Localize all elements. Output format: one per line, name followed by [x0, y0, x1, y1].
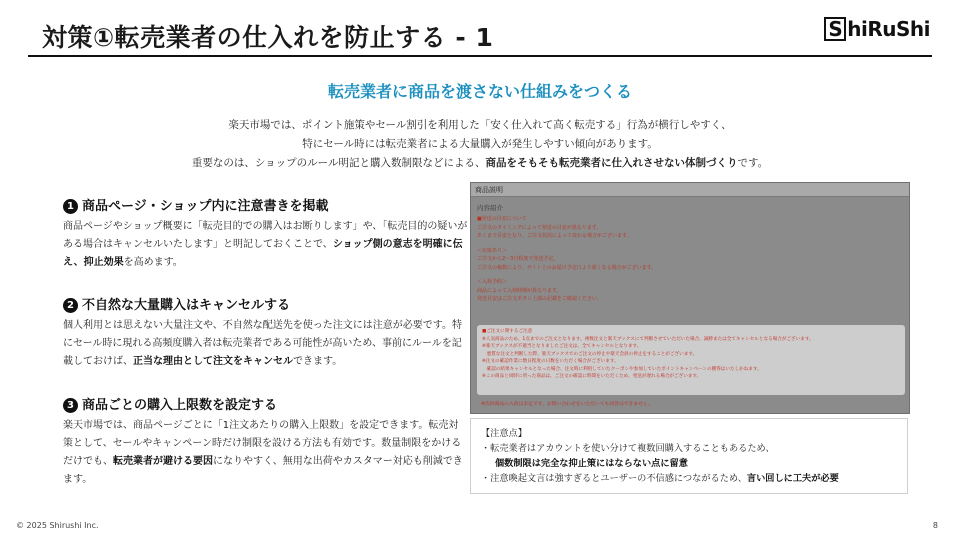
section-1-text-end: を高めます。	[123, 257, 183, 268]
section-1-text: 商品ページやショップ概要に「転売目的での購入はお断りします」や、「転売目的の疑いがある場合はキャンセルいたします」と明記しておくことで、	[63, 221, 468, 250]
caution-line-2	[481, 471, 897, 486]
screenshot-footer-note: ※次回商品の入荷は未定です。お問い合わせをいただいても回答はできません。	[481, 402, 653, 407]
product-description-screenshot	[470, 182, 910, 414]
screenshot-line: ご注文の複数により、サイト上のお届け予定日より遅くなる場合がございます。	[477, 264, 657, 271]
section-3-heading	[63, 394, 468, 413]
section-1-number: 1	[63, 199, 78, 214]
caution-line-1-emphasis	[481, 456, 897, 471]
screenshot-block-3	[477, 278, 903, 304]
title-divider	[28, 55, 932, 57]
caution-line-2-text: ・注意喚起文言は強すぎるとユーザーの不信感につながるため、	[481, 473, 747, 484]
intro-line-1: 楽天市場では、ポイント施策やセール割引を利用した「安く仕入れて高く転売する」行為が横行しやすく、	[228, 119, 732, 131]
section-2-number: 2	[63, 298, 78, 313]
screenshot-line: 商品によって入荷時期が異なります。	[477, 287, 562, 294]
section-2-heading	[63, 294, 468, 313]
notice-line: 悪質な注文と判断した際、楽天ブックスでのご注文の停止や楽天会員の停止をすることがございます。	[482, 351, 698, 357]
section-1-body	[63, 218, 468, 272]
section-3-emphasis: 転売業者が避ける要因	[113, 456, 213, 467]
section-1-heading	[63, 195, 468, 214]
section-3-text: 楽天市場では、商品ページごとに「1注文あたりの購入上限数」を設定できます。転売対策として、セールやキャンペーン時だけ制限を設ける方法も有効です。数量制限をかけるだけでも、	[63, 420, 462, 467]
section-3	[63, 394, 468, 489]
page-number: 8	[932, 521, 938, 530]
caution-emphasis-1: 個数制限は完全な抑止策にはならない点に留意	[495, 458, 688, 469]
caution-title: 【注意点】	[481, 428, 527, 439]
section-2-text: 個人利用とは思えない大量注文や、不自然な配送先を使った注文には注意が必要です。特にセール時に現れる高頻度購入者は転売業者である可能性が高いため、事前にルールを記載しておけば、	[63, 320, 462, 367]
section-2	[63, 294, 468, 371]
screenshot-line: ＜入荷予約＞	[477, 279, 508, 285]
screenshot-line: あくまで目安となり、ご注文状況によって変わる場合がございます。	[477, 233, 632, 239]
section-1-emphasis: ショップ側の意志を明確に伝え、抑止効果	[63, 239, 463, 268]
screenshot-line: 発送目安はご注文ボタン上部の記載をご確認ください。	[477, 296, 603, 302]
section-3-body	[63, 417, 468, 489]
shirushi-logo	[824, 17, 930, 41]
screenshot-line: ご注文のタイミングによって発送の目安が異なります。	[477, 224, 602, 231]
caution-line-1: ・転売業者はアカウントを使い分けて複数回購入することもあるため、	[481, 443, 775, 454]
section-3-text-end: になりやすく、無用な出荷やカスタマー対応も削減できます。	[63, 456, 463, 485]
screenshot-block-1	[477, 215, 903, 241]
copyright: © 2025 Shirushi Inc.	[16, 521, 99, 530]
intro-line-2: 特にセール時には転売業者による大量購入が発生しやすい傾向があります。	[302, 138, 658, 150]
screenshot-label: 内容紹介	[477, 204, 503, 212]
intro-line-3-emphasis: 商品をそもそも転売業者に仕入れさせない体制づくり	[485, 157, 738, 169]
notice-line: ※注文の確認作業に数日程度の日数をいただく場合がございます。	[482, 359, 619, 364]
caution-box	[470, 418, 908, 494]
section-1	[63, 195, 468, 272]
screenshot-line: ご注文から2〜3日程度で発送予定。	[477, 256, 559, 262]
section-2-text-end: できます。	[293, 356, 343, 367]
intro-line-3-end: です。	[737, 157, 769, 169]
logo-text: hiRuShi	[847, 17, 930, 41]
notice-line: ■ご注文に関するご注意	[482, 329, 533, 334]
section-3-title: 商品ごとの購入上限数を設定する	[82, 398, 278, 413]
section-2-title: 不自然な大量購入はキャンセルする	[82, 298, 291, 313]
notice-line: 確認の結果キャンセルとなった場合、注文時に利用していたクーポンや参加していたポイントキャンペーンの獲得はいたしかねます。	[482, 366, 762, 372]
notice-line: ※人気商品のため、1点までのご注文となります。複数注文と楽天ブックスにて判断させていただいた場合、誠勝または全てキャンセルとなる場合がございます。	[482, 336, 814, 342]
section-3-number: 3	[63, 398, 78, 413]
screenshot-order-notice	[477, 325, 905, 395]
slide-subtitle: 転売業者に商品を渡さない仕組みをつくる	[327, 82, 632, 101]
screenshot-line: ■発送の目安について	[477, 216, 527, 222]
intro-line-3	[100, 154, 860, 173]
caution-emphasis-2: 言い回しに工夫が必要	[746, 473, 839, 484]
intro-line-3-text: 重要なのは、ショップのルール明記と購入数制限などによる、	[191, 157, 486, 169]
logo-s-mark: S	[824, 17, 846, 41]
section-2-body	[63, 317, 468, 371]
section-2-emphasis: 正当な理由として注文をキャンセル	[133, 356, 293, 367]
notice-line: ※楽天ブックスが不適当となりましたご注文は、全てキャンセルとなります。	[482, 344, 642, 349]
intro-text	[100, 116, 860, 173]
notice-line: ※この商品と同時に買った商品は、ご注文の確認に時間をいただくため、発送が遅れる場合がございます。	[482, 374, 702, 379]
section-1-title: 商品ページ・ショップ内に注意書きを掲載	[82, 199, 329, 214]
screenshot-block-2	[477, 247, 903, 273]
slide-title: 対策①転売業者の仕入れを防止する - 1	[42, 23, 494, 52]
screenshot-header: 商品説明	[471, 183, 909, 197]
screenshot-line: ＜在庫あり＞	[477, 247, 508, 254]
